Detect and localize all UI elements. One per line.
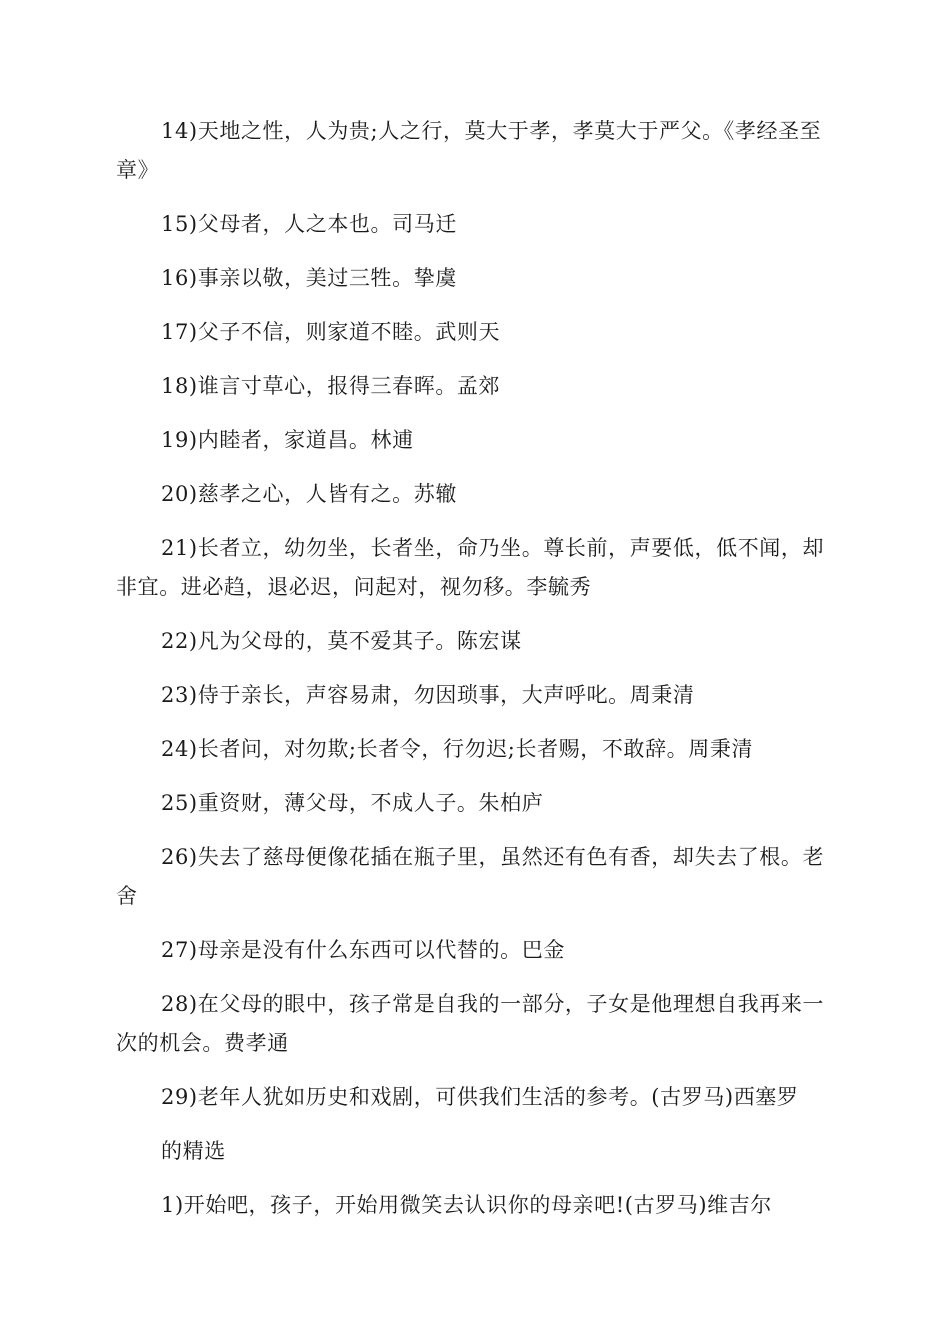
quote-paragraph: 14)天地之性，人为贵;人之行，莫大于孝，孝莫大于严父。《孝经圣至章》 (116, 119, 822, 182)
quote-paragraph: 22)凡为父母的，莫不爱其子。陈宏谋 (161, 629, 522, 653)
quote-paragraph: 17)父子不信，则家道不睦。武则天 (161, 320, 501, 344)
quote-paragraph: 25)重资财，薄父母，不成人子。朱柏庐 (161, 791, 544, 815)
quote-paragraph: 27)母亲是没有什么东西可以代替的。巴金 (161, 938, 565, 962)
quote-paragraph: 29)老年人犹如历史和戏剧，可供我们生活的参考。(古罗马)西塞罗 (161, 1085, 799, 1109)
quote-paragraph: 21)长者立，幼勿坐，长者坐，命乃坐。尊长前，声要低，低不闻，却非宜。进必趋，退必迟，问起对，视勿移。李毓秀 (116, 536, 825, 599)
quote-paragraph: 16)事亲以敬，美过三牲。挚虞 (161, 266, 457, 290)
quote-paragraph: 19)内睦者，家道昌。林逋 (161, 428, 414, 452)
quote-paragraph: 26)失去了慈母便像花插在瓶子里，虽然还有色有香，却失去了根。老舍 (116, 845, 825, 908)
document-body (116, 112, 836, 1240)
section-heading: 的精选 (161, 1139, 226, 1163)
quote-paragraph: 20)慈孝之心，人皆有之。苏辙 (161, 482, 457, 506)
quote-paragraph: 1)开始吧，孩子，开始用微笑去认识你的母亲吧!(古罗马)维吉尔 (161, 1193, 772, 1217)
quote-paragraph: 18)谁言寸草心，报得三春晖。孟郊 (161, 374, 501, 398)
quote-paragraph: 15)父母者，人之本也。司马迁 (161, 212, 457, 236)
quote-paragraph: 23)侍于亲长，声容易肃，勿因琐事，大声呼叱。周秉清 (161, 683, 695, 707)
quote-paragraph: 24)长者问，对勿欺;长者令，行勿迟;长者赐，不敢辞。周秉清 (161, 737, 754, 761)
quote-paragraph: 28)在父母的眼中，孩子常是自我的一部分，子女是他理想自我再来一次的机会。费孝通 (116, 992, 825, 1055)
